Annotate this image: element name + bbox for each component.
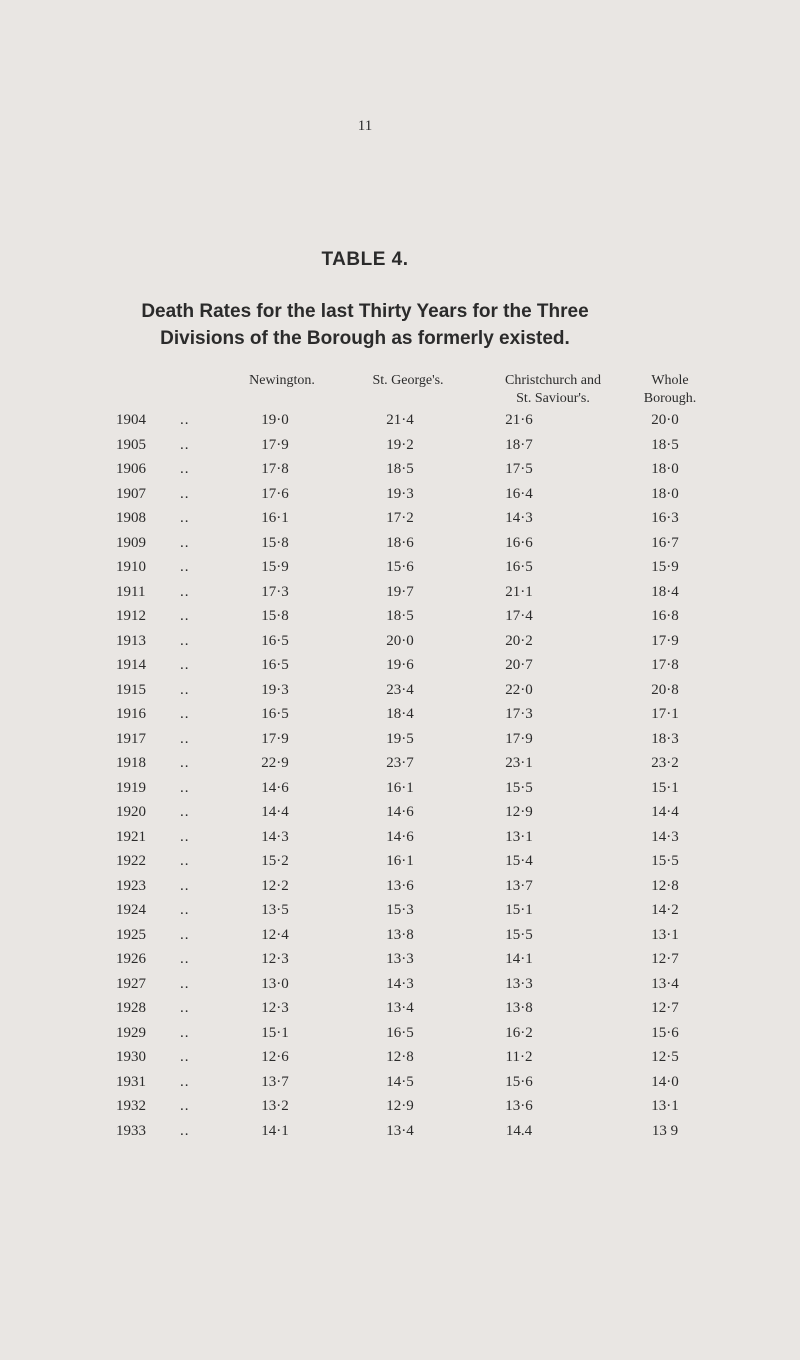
year-cell: 1917 — [116, 730, 146, 747]
whole-borough-cell: 14·3 — [651, 828, 679, 845]
st-georges-cell: 15·6 — [386, 559, 414, 575]
table-row — [0, 461, 800, 486]
st-georges-cell: 23·7 — [386, 755, 414, 771]
year-cell: 1926 — [116, 951, 146, 967]
table-row — [0, 584, 800, 609]
whole-borough-cell: 14·4 — [651, 804, 679, 820]
table-row — [0, 657, 800, 682]
table-row — [0, 1049, 800, 1074]
christchurch-cell: 17·9 — [505, 730, 533, 747]
leader-dots: .. — [180, 951, 190, 967]
year-cell: 1911 — [116, 583, 146, 600]
newington-cell: 17·6 — [261, 485, 289, 502]
subtitle-line-1: Death Rates for the last Thirty Years for the Three — [141, 301, 589, 322]
st-georges-cell: 14·6 — [386, 804, 414, 820]
newington-cell: 14·6 — [261, 779, 289, 796]
leader-dots: .. — [180, 1049, 190, 1065]
christchurch-cell: 15·4 — [505, 853, 533, 869]
table-row — [0, 878, 800, 903]
st-georges-cell: 13·4 — [386, 1000, 414, 1016]
whole-borough-cell: 12·5 — [651, 1049, 679, 1065]
st-georges-cell: 14·6 — [386, 828, 414, 845]
whole-borough-cell: 12·7 — [651, 951, 679, 967]
leader-dots: .. — [180, 828, 190, 845]
newington-cell: 13·0 — [261, 975, 289, 992]
christchurch-cell: 20·2 — [505, 632, 533, 649]
year-cell: 1905 — [116, 436, 146, 453]
st-georges-cell: 16·5 — [386, 1024, 414, 1041]
christchurch-cell: 21·6 — [505, 412, 533, 428]
whole-borough-cell: 14·0 — [651, 1073, 679, 1090]
christchurch-cell: 17·3 — [505, 706, 533, 722]
newington-cell: 22·9 — [261, 755, 289, 771]
whole-borough-cell: 15·9 — [651, 559, 679, 575]
christchurch-cell: 15·1 — [505, 902, 533, 918]
year-cell: 1912 — [116, 608, 146, 624]
year-cell: 1924 — [116, 902, 146, 918]
newington-cell: 13·7 — [261, 1073, 289, 1090]
whole-borough-cell: 20·8 — [651, 681, 679, 698]
header-st-georges-text: St. George's. — [372, 373, 444, 388]
year-cell: 1908 — [116, 510, 146, 526]
leader-dots: .. — [180, 1024, 190, 1041]
leader-dots: .. — [180, 1000, 190, 1016]
leader-dots: .. — [180, 975, 190, 992]
table-row — [0, 1098, 800, 1123]
year-cell: 1931 — [116, 1073, 146, 1090]
st-georges-cell: 12·8 — [386, 1049, 414, 1065]
whole-borough-cell: 18·4 — [651, 583, 679, 600]
table-row — [0, 608, 800, 633]
leader-dots: .. — [180, 559, 190, 575]
year-cell: 1910 — [116, 559, 146, 575]
table-row — [0, 780, 800, 805]
year-cell: 1919 — [116, 779, 146, 796]
christchurch-cell: 23·1 — [505, 755, 533, 771]
newington-cell: 14·4 — [261, 804, 289, 820]
st-georges-cell: 14·3 — [386, 975, 414, 992]
header-newington — [222, 372, 342, 390]
header-christchurch-line-2: St. Saviour's. — [516, 391, 590, 406]
header-newington-text: Newington. — [249, 373, 315, 388]
table-row — [0, 1074, 800, 1099]
st-georges-cell: 14·5 — [386, 1073, 414, 1090]
st-georges-cell: 19·2 — [386, 436, 414, 453]
leader-dots: .. — [180, 1122, 190, 1139]
christchurch-cell: 21·1 — [505, 583, 533, 600]
whole-borough-cell: 13·1 — [651, 926, 679, 943]
christchurch-cell: 16·5 — [505, 559, 533, 575]
st-georges-cell: 13·8 — [386, 926, 414, 943]
christchurch-cell: 13·7 — [505, 877, 533, 894]
year-cell: 1914 — [116, 657, 146, 673]
st-georges-cell: 19·7 — [386, 583, 414, 600]
year-cell: 1933 — [116, 1122, 146, 1139]
christchurch-cell: 15·5 — [505, 779, 533, 796]
whole-borough-cell: 23·2 — [651, 755, 679, 771]
whole-borough-cell: 16·8 — [651, 608, 679, 624]
newington-cell: 17·9 — [261, 436, 289, 453]
christchurch-cell: 17·4 — [505, 608, 533, 624]
year-cell: 1913 — [116, 632, 146, 649]
year-cell: 1922 — [116, 853, 146, 869]
leader-dots: .. — [180, 608, 190, 624]
whole-borough-cell: 17·9 — [651, 632, 679, 649]
leader-dots: .. — [180, 853, 190, 869]
year-cell: 1915 — [116, 681, 146, 698]
leader-dots: .. — [180, 485, 190, 502]
whole-borough-cell: 12·8 — [651, 877, 679, 894]
st-georges-cell: 16·1 — [386, 779, 414, 796]
table-row — [0, 510, 800, 535]
newington-cell: 17·3 — [261, 583, 289, 600]
year-cell: 1928 — [116, 1000, 146, 1016]
whole-borough-cell: 15·6 — [651, 1024, 679, 1041]
year-cell: 1927 — [116, 975, 146, 992]
year-cell: 1921 — [116, 828, 146, 845]
st-georges-cell: 18·5 — [386, 461, 414, 477]
year-cell: 1904 — [116, 412, 146, 428]
st-georges-cell: 17·2 — [386, 510, 414, 526]
newington-cell: 19·3 — [261, 681, 289, 698]
whole-borough-cell: 18·0 — [651, 485, 679, 502]
table-row — [0, 1025, 800, 1050]
st-georges-cell: 16·1 — [386, 853, 414, 869]
christchurch-cell: 14·3 — [505, 510, 533, 526]
table-row — [0, 902, 800, 927]
header-st-georges — [353, 372, 463, 390]
st-georges-cell: 12·9 — [386, 1098, 414, 1114]
whole-borough-cell: 20·0 — [651, 412, 679, 428]
year-cell: 1925 — [116, 926, 146, 943]
leader-dots: .. — [180, 779, 190, 796]
st-georges-cell: 15·3 — [386, 902, 414, 918]
table-row — [0, 755, 800, 780]
newington-cell: 16·5 — [261, 706, 289, 722]
table-row — [0, 437, 800, 462]
table-row — [0, 853, 800, 878]
death-rates-table — [0, 412, 800, 1147]
year-cell: 1909 — [116, 534, 146, 551]
table-row — [0, 804, 800, 829]
whole-borough-cell: 14·2 — [651, 902, 679, 918]
leader-dots: .. — [180, 681, 190, 698]
leader-dots: .. — [180, 1073, 190, 1090]
christchurch-cell: 13·1 — [505, 828, 533, 845]
st-georges-cell: 21·4 — [386, 412, 414, 428]
christchurch-cell: 13·8 — [505, 1000, 533, 1016]
table-row — [0, 412, 800, 437]
newington-cell: 12·6 — [261, 1049, 289, 1065]
whole-borough-cell: 15·1 — [651, 779, 679, 796]
newington-cell: 14·3 — [261, 828, 289, 845]
header-christchurch — [483, 372, 623, 408]
whole-borough-cell: 12·7 — [651, 1000, 679, 1016]
page-number: 11 — [357, 118, 373, 134]
whole-borough-cell: 16·3 — [651, 510, 679, 526]
newington-cell: 12·3 — [261, 951, 289, 967]
christchurch-cell: 14.4 — [505, 1122, 533, 1139]
leader-dots: .. — [180, 583, 190, 600]
christchurch-cell: 11·2 — [505, 1049, 533, 1065]
leader-dots: .. — [180, 926, 190, 943]
st-georges-cell: 18·6 — [386, 534, 414, 551]
leader-dots: .. — [180, 412, 190, 428]
table-row — [0, 535, 800, 560]
christchurch-cell: 13·6 — [505, 1098, 533, 1114]
christchurch-cell: 18·7 — [505, 436, 533, 453]
whole-borough-cell: 15·5 — [651, 853, 679, 869]
leader-dots: .. — [180, 877, 190, 894]
st-georges-cell: 23·4 — [386, 681, 414, 698]
st-georges-cell: 18·5 — [386, 608, 414, 624]
leader-dots: .. — [180, 706, 190, 722]
newington-cell: 15·2 — [261, 853, 289, 869]
header-whole-line-1: Whole — [651, 373, 689, 388]
newington-cell: 16·5 — [261, 632, 289, 649]
whole-borough-cell: 16·7 — [651, 534, 679, 551]
newington-cell: 13·5 — [261, 902, 289, 918]
newington-cell: 17·8 — [261, 461, 289, 477]
leader-dots: .. — [180, 1098, 190, 1114]
table-row — [0, 976, 800, 1001]
header-whole-borough — [620, 372, 720, 408]
newington-cell: 17·9 — [261, 730, 289, 747]
christchurch-cell: 16·4 — [505, 485, 533, 502]
christchurch-cell: 16·2 — [505, 1024, 533, 1041]
newington-cell: 12·2 — [261, 877, 289, 894]
newington-cell: 12·4 — [261, 926, 289, 943]
year-cell: 1930 — [116, 1049, 146, 1065]
newington-cell: 16·1 — [261, 510, 289, 526]
table-row — [0, 927, 800, 952]
christchurch-cell: 12·9 — [505, 804, 533, 820]
table-row — [0, 682, 800, 707]
st-georges-cell: 13·6 — [386, 877, 414, 894]
leader-dots: .. — [180, 755, 190, 771]
table-row — [0, 1000, 800, 1025]
whole-borough-cell: 17·1 — [651, 706, 679, 722]
leader-dots: .. — [180, 632, 190, 649]
year-cell: 1920 — [116, 804, 146, 820]
newington-cell: 12·3 — [261, 1000, 289, 1016]
subtitle-line-2: Divisions of the Borough as formerly existed. — [160, 328, 570, 349]
table-subtitle — [0, 298, 730, 352]
christchurch-cell: 17·5 — [505, 461, 533, 477]
leader-dots: .. — [180, 436, 190, 453]
leader-dots: .. — [180, 902, 190, 918]
st-georges-cell: 19·5 — [386, 730, 414, 747]
table-row — [0, 1123, 800, 1148]
table-title: TABLE 4. — [321, 249, 409, 270]
newington-cell: 15·8 — [261, 608, 289, 624]
table-row — [0, 951, 800, 976]
st-georges-cell: 13·3 — [386, 951, 414, 967]
year-cell: 1929 — [116, 1024, 146, 1041]
leader-dots: .. — [180, 657, 190, 673]
table-row — [0, 633, 800, 658]
whole-borough-cell: 18·0 — [651, 461, 679, 477]
st-georges-cell: 19·6 — [386, 657, 414, 673]
whole-borough-cell: 13·4 — [651, 975, 679, 992]
leader-dots: .. — [180, 534, 190, 551]
year-cell: 1906 — [116, 461, 146, 477]
st-georges-cell: 20·0 — [386, 632, 414, 649]
whole-borough-cell: 13·1 — [651, 1098, 679, 1114]
newington-cell: 15·1 — [261, 1024, 289, 1041]
christchurch-cell: 16·6 — [505, 534, 533, 551]
christchurch-cell: 15·6 — [505, 1073, 533, 1090]
header-christchurch-line-1: Christchurch and — [504, 373, 602, 388]
whole-borough-cell: 18·5 — [651, 436, 679, 453]
header-whole-line-2: Borough. — [643, 391, 697, 406]
newington-cell: 14·1 — [261, 1122, 289, 1139]
christchurch-cell: 13·3 — [505, 975, 533, 992]
newington-cell: 15·8 — [261, 534, 289, 551]
leader-dots: .. — [180, 461, 190, 477]
table-row — [0, 731, 800, 756]
table-row — [0, 829, 800, 854]
christchurch-cell: 14·1 — [505, 951, 533, 967]
newington-cell: 16·5 — [261, 657, 289, 673]
year-cell: 1918 — [116, 755, 146, 771]
table-row — [0, 559, 800, 584]
leader-dots: .. — [180, 510, 190, 526]
christchurch-cell: 22·0 — [505, 681, 533, 698]
st-georges-cell: 19·3 — [386, 485, 414, 502]
newington-cell: 15·9 — [261, 559, 289, 575]
year-cell: 1923 — [116, 877, 146, 894]
whole-borough-cell: 13 9 — [651, 1122, 679, 1139]
st-georges-cell: 18·4 — [386, 706, 414, 722]
table-row — [0, 486, 800, 511]
newington-cell: 19·0 — [261, 412, 289, 428]
st-georges-cell: 13·4 — [386, 1122, 414, 1139]
year-cell: 1916 — [116, 706, 146, 722]
christchurch-cell: 20·7 — [505, 657, 533, 673]
leader-dots: .. — [180, 730, 190, 747]
year-cell: 1907 — [116, 485, 146, 502]
christchurch-cell: 15·5 — [505, 926, 533, 943]
whole-borough-cell: 17·8 — [651, 657, 679, 673]
table-row — [0, 706, 800, 731]
year-cell: 1932 — [116, 1098, 146, 1114]
whole-borough-cell: 18·3 — [651, 730, 679, 747]
leader-dots: .. — [180, 804, 190, 820]
newington-cell: 13·2 — [261, 1098, 289, 1114]
